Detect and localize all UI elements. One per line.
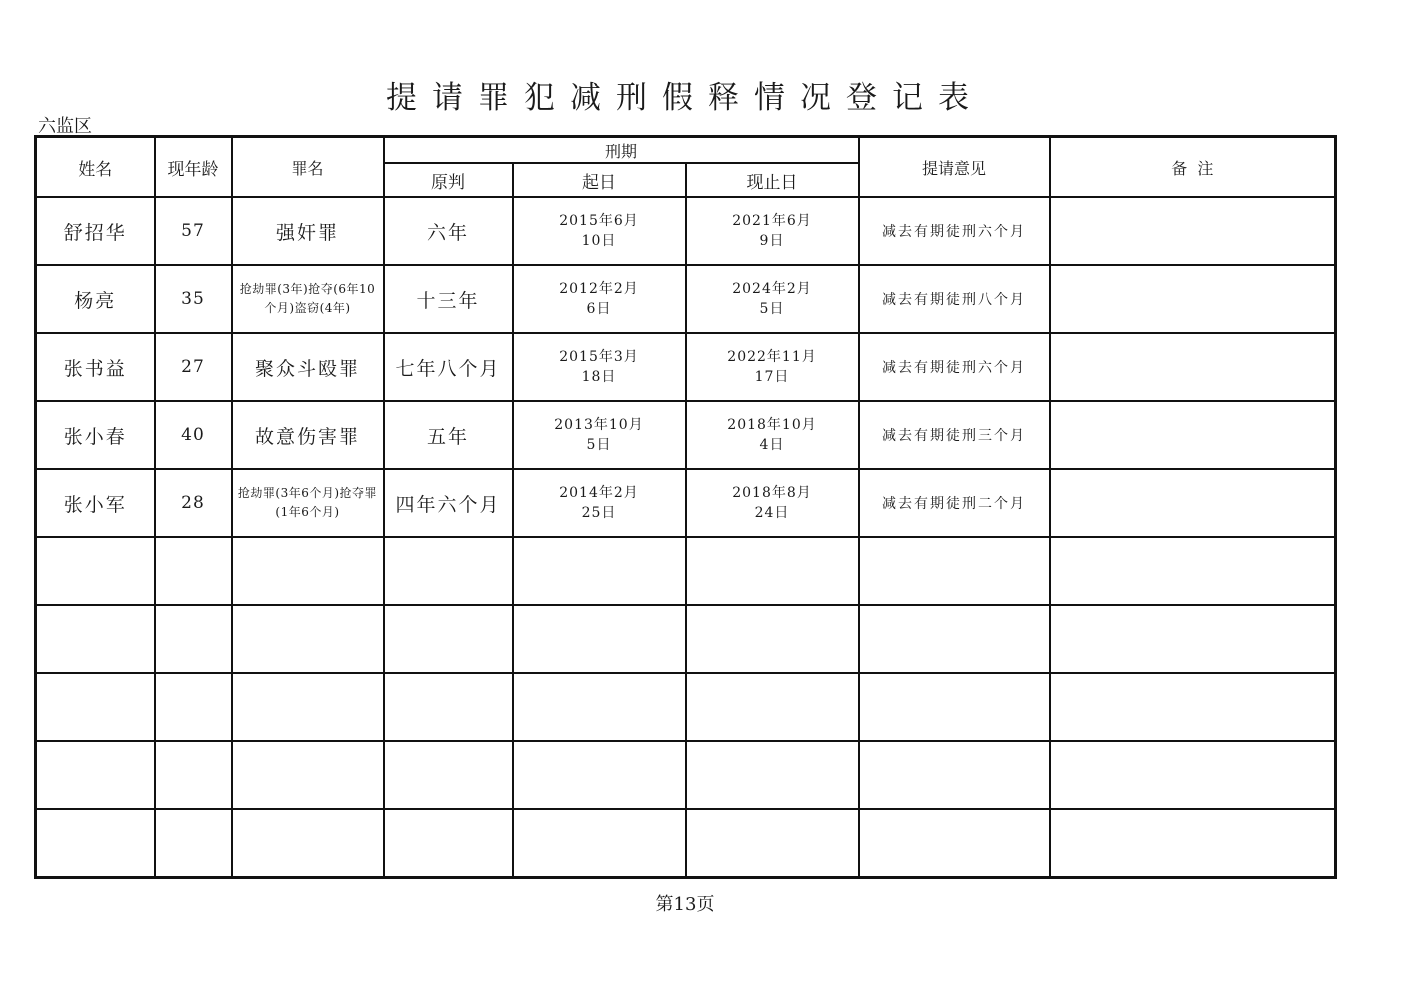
- cell-age: 57: [155, 197, 232, 265]
- cell-age: 40: [155, 401, 232, 469]
- table-row: [36, 401, 1336, 469]
- end-date-line2: 9日: [759, 233, 785, 249]
- empty-cell: [513, 673, 686, 741]
- empty-cell: [859, 741, 1050, 809]
- table-row: [36, 265, 1336, 333]
- cell-crime: 抢劫罪(3年)抢夺(6年10个月)盗窃(4年): [232, 265, 384, 333]
- end-date-line1: 2024年2月: [732, 281, 812, 297]
- empty-cell: [155, 809, 232, 878]
- cell-end-date: [686, 265, 859, 333]
- cell-crime: 抢劫罪(3年6个月)抢夺罪(1年6个月): [232, 469, 384, 537]
- header-end: 现止日: [686, 163, 859, 197]
- empty-table-row: [36, 537, 1336, 605]
- start-date-line1: 2013年10月: [554, 417, 644, 433]
- cell-start-date: [513, 469, 686, 537]
- empty-cell: [155, 605, 232, 673]
- empty-cell: [384, 809, 513, 878]
- empty-cell: [686, 741, 859, 809]
- cell-remark: [1050, 197, 1336, 265]
- cell-opinion: 减去有期徒刑八个月: [859, 265, 1050, 333]
- page-title: 提请罪犯减刑假释情况登记表: [386, 80, 984, 116]
- cell-end-date: [686, 197, 859, 265]
- cell-opinion: 减去有期徒刑三个月: [859, 401, 1050, 469]
- empty-cell: [513, 809, 686, 878]
- empty-cell: [1050, 809, 1336, 878]
- empty-cell: [155, 537, 232, 605]
- start-date-line1: 2015年6月: [559, 213, 639, 229]
- empty-cell: [36, 605, 155, 673]
- start-date-line1: 2012年2月: [559, 281, 639, 297]
- empty-cell: [232, 741, 384, 809]
- header-name: 姓名: [36, 137, 155, 198]
- cell-start-date: [513, 401, 686, 469]
- empty-cell: [859, 673, 1050, 741]
- empty-cell: [686, 537, 859, 605]
- start-date-line2: 10日: [581, 233, 617, 249]
- cell-end-date: [686, 333, 859, 401]
- header-orig: 原判: [384, 163, 513, 197]
- empty-cell: [36, 673, 155, 741]
- empty-cell: [859, 809, 1050, 878]
- cell-start-date: [513, 333, 686, 401]
- empty-cell: [232, 605, 384, 673]
- cell-name: 杨亮: [36, 265, 155, 333]
- start-date-line2: 25日: [581, 505, 617, 521]
- empty-cell: [232, 673, 384, 741]
- start-date-line2: 6日: [586, 301, 612, 317]
- end-date-line2: 4日: [759, 437, 785, 453]
- cell-original-sentence: 七年八个月: [384, 333, 513, 401]
- empty-cell: [859, 537, 1050, 605]
- start-date-line1: 2015年3月: [559, 349, 639, 365]
- table-row: [36, 197, 1336, 265]
- empty-cell: [1050, 741, 1336, 809]
- table-row: [36, 469, 1336, 537]
- table-row: [36, 333, 1336, 401]
- cell-name: 张小军: [36, 469, 155, 537]
- cell-opinion: 减去有期徒刑六个月: [859, 197, 1050, 265]
- page-number: 第13页: [655, 894, 715, 915]
- cell-remark: [1050, 333, 1336, 401]
- empty-table-row: [36, 605, 1336, 673]
- empty-cell: [232, 537, 384, 605]
- end-date-line1: 2022年11月: [727, 349, 817, 365]
- cell-age: 28: [155, 469, 232, 537]
- end-date-line2: 24日: [754, 505, 790, 521]
- cell-name: 张小春: [36, 401, 155, 469]
- empty-cell: [686, 673, 859, 741]
- cell-original-sentence: 六年: [384, 197, 513, 265]
- end-date-line1: 2021年6月: [732, 213, 812, 229]
- cell-remark: [1050, 265, 1336, 333]
- empty-cell: [1050, 537, 1336, 605]
- cell-end-date: [686, 401, 859, 469]
- empty-table-row: [36, 673, 1336, 741]
- empty-cell: [155, 673, 232, 741]
- empty-cell: [155, 741, 232, 809]
- start-date-line2: 5日: [586, 437, 612, 453]
- empty-cell: [1050, 605, 1336, 673]
- header-crime: 罪名: [232, 137, 384, 198]
- header-remark: 备 注: [1050, 137, 1336, 198]
- empty-cell: [232, 809, 384, 878]
- empty-cell: [1050, 673, 1336, 741]
- cell-original-sentence: 五年: [384, 401, 513, 469]
- end-date-line2: 17日: [754, 369, 790, 385]
- end-date-line1: 2018年10月: [727, 417, 817, 433]
- cell-crime: 故意伤害罪: [232, 401, 384, 469]
- cell-age: 35: [155, 265, 232, 333]
- cell-opinion: 减去有期徒刑二个月: [859, 469, 1050, 537]
- empty-cell: [513, 605, 686, 673]
- empty-cell: [686, 809, 859, 878]
- cell-original-sentence: 四年六个月: [384, 469, 513, 537]
- cell-original-sentence: 十三年: [384, 265, 513, 333]
- cell-crime: 聚众斗殴罪: [232, 333, 384, 401]
- header-opinion: 提请意见: [859, 137, 1050, 198]
- register-table: [34, 135, 1337, 879]
- empty-cell: [384, 741, 513, 809]
- empty-cell: [686, 605, 859, 673]
- cell-crime: 强奸罪: [232, 197, 384, 265]
- cell-age: 27: [155, 333, 232, 401]
- empty-cell: [384, 605, 513, 673]
- empty-cell: [36, 741, 155, 809]
- empty-cell: [513, 537, 686, 605]
- cell-end-date: [686, 469, 859, 537]
- empty-cell: [384, 537, 513, 605]
- start-date-line1: 2014年2月: [559, 485, 639, 501]
- header-age: 现年龄: [155, 137, 232, 198]
- cell-name: 张书益: [36, 333, 155, 401]
- cell-opinion: 减去有期徒刑六个月: [859, 333, 1050, 401]
- unit-label: 六监区: [38, 116, 92, 137]
- empty-cell: [384, 673, 513, 741]
- empty-cell: [859, 605, 1050, 673]
- empty-table-row: [36, 809, 1336, 878]
- empty-table-row: [36, 741, 1336, 809]
- cell-start-date: [513, 197, 686, 265]
- header-term: 刑期: [384, 137, 859, 164]
- empty-cell: [36, 809, 155, 878]
- cell-name: 舒招华: [36, 197, 155, 265]
- cell-start-date: [513, 265, 686, 333]
- cell-remark: [1050, 469, 1336, 537]
- empty-cell: [513, 741, 686, 809]
- end-date-line2: 5日: [759, 301, 785, 317]
- header-start: 起日: [513, 163, 686, 197]
- cell-remark: [1050, 401, 1336, 469]
- end-date-line1: 2018年8月: [732, 485, 812, 501]
- empty-cell: [36, 537, 155, 605]
- start-date-line2: 18日: [581, 369, 617, 385]
